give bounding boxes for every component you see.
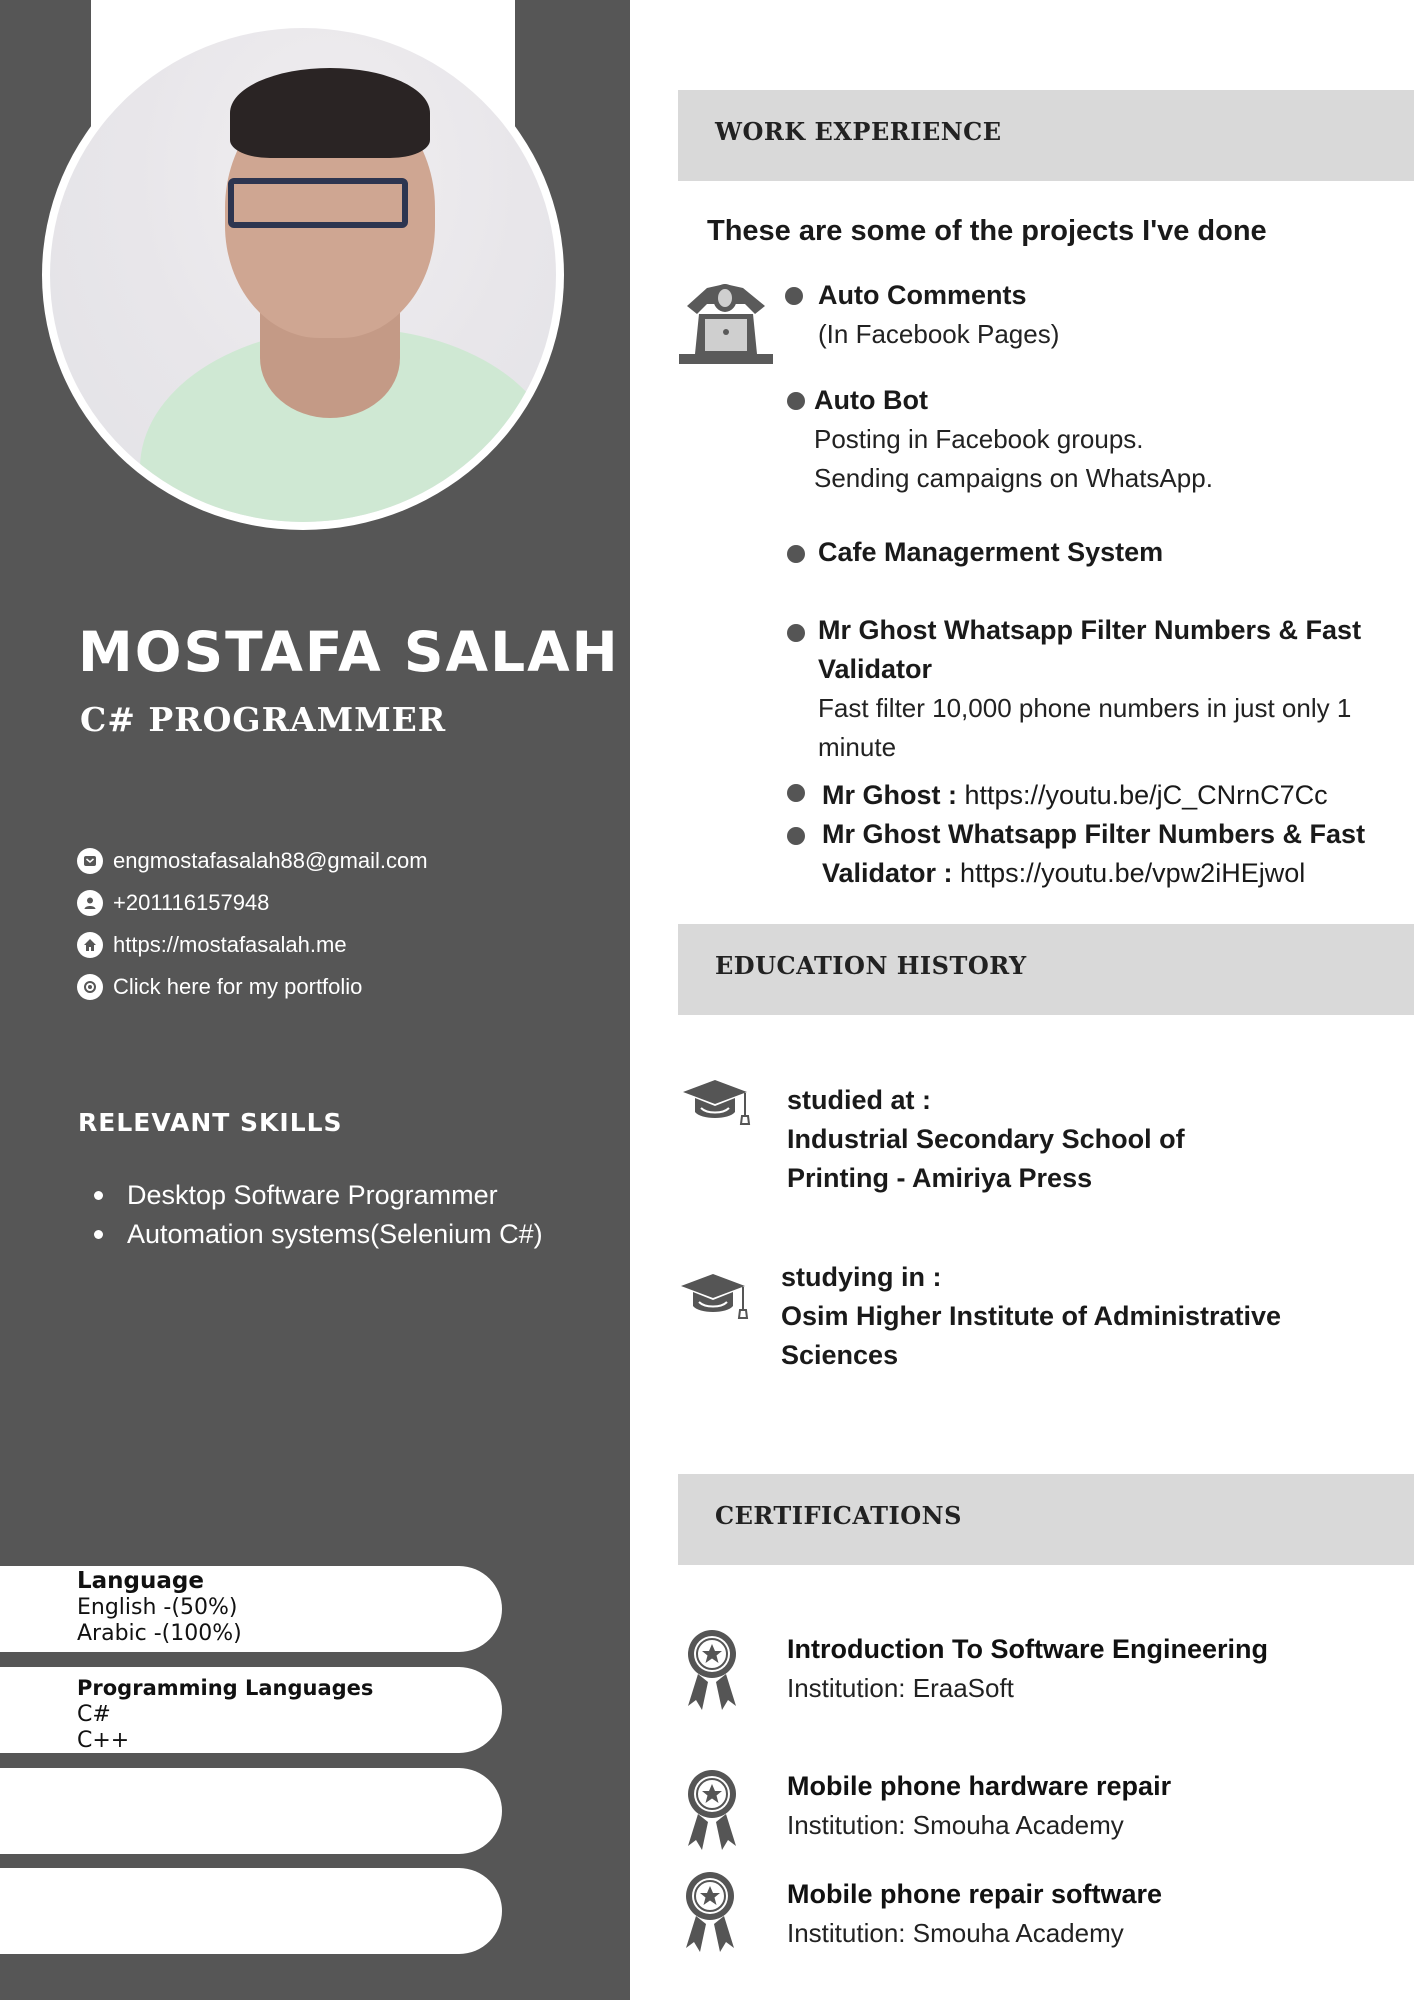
contact-phone-text[interactable]: +201116157948 [113, 890, 270, 915]
email-icon [77, 848, 103, 874]
project-title: Validator [818, 654, 933, 684]
certification-title: Mobile phone repair software [787, 1879, 1163, 1909]
home-icon [77, 932, 103, 958]
bullet-icon [787, 392, 805, 410]
link-row[interactable] [822, 854, 1305, 893]
language-line: English -(50%) [77, 1595, 238, 1620]
photo-glasses [228, 178, 408, 228]
education-school: Printing - Amiriya Press [787, 1163, 1093, 1193]
certifications-title: CERTIFICATIONS [715, 1501, 962, 1530]
bullet-icon [785, 287, 803, 305]
contact-list [77, 840, 428, 1008]
certification-institution: Institution: Smouha Academy [787, 1810, 1124, 1840]
contact-email-text[interactable]: engmostafasalah88@gmail.com [113, 848, 428, 873]
bullet-icon [787, 545, 805, 563]
link-row[interactable] [822, 776, 1328, 815]
contact-website[interactable] [77, 924, 428, 966]
education-label: studied at : [787, 1085, 932, 1115]
award-ribbon-icon [680, 1626, 744, 1712]
bullet-icon [787, 827, 805, 845]
education-school: Osim Higher Institute of Administrative [781, 1301, 1282, 1331]
programming-languages-card [0, 1667, 502, 1753]
award-ribbon-icon [680, 1766, 744, 1852]
bullet-icon [787, 784, 805, 802]
education-school: Sciences [781, 1340, 899, 1370]
programming-line: C# [77, 1702, 111, 1727]
link-label: Validator : [822, 858, 953, 888]
work-experience-title: WORK EXPERIENCE [715, 117, 1002, 146]
skills-heading: RELEVANT SKILLS [78, 1108, 343, 1137]
education-school: Industrial Secondary School of [787, 1124, 1185, 1154]
bullet-icon [94, 1191, 103, 1200]
education-header [678, 924, 1414, 1015]
skill-item [94, 1215, 543, 1254]
project-title: Mr Ghost Whatsapp Filter Numbers & Fast [818, 615, 1362, 645]
sidebar [0, 0, 630, 2000]
work-experience-header [678, 90, 1414, 181]
profile-role: C# PROGRAMMER [80, 700, 447, 739]
language-line: Arabic -(100%) [77, 1621, 242, 1646]
project-desc: Posting in Facebook groups. [814, 424, 1144, 454]
profile-photo [50, 28, 556, 522]
certification-institution: Institution: Smouha Academy [787, 1918, 1124, 1948]
contact-portfolio[interactable] [77, 966, 428, 1008]
project-title: Auto Comments [818, 280, 1027, 310]
profile-name: MOSTAFA SALAH [78, 620, 620, 684]
developer-at-laptop-icon [677, 266, 777, 366]
video-link[interactable]: https://youtu.be/vpw2iHEjwol [960, 858, 1306, 888]
bullet-icon [94, 1230, 103, 1239]
user-icon [77, 890, 103, 916]
skill-text: Automation systems(Selenium C#) [127, 1219, 543, 1249]
language-card [0, 1566, 502, 1652]
video-link[interactable]: https://youtu.be/jC_CNrnC7Cc [964, 780, 1328, 810]
programming-title: Programming Languages [77, 1676, 374, 1700]
eye-icon [77, 974, 103, 1000]
project-desc: (In Facebook Pages) [818, 319, 1060, 349]
certifications-header [678, 1474, 1414, 1565]
award-ribbon-icon [678, 1868, 742, 1954]
project-desc: Fast filter 10,000 phone numbers in just only 1 [818, 693, 1352, 723]
project-title: Cafe Managerment System [818, 537, 1164, 567]
link-label: Mr Ghost Whatsapp Filter Numbers & Fast [822, 819, 1366, 849]
project-title: Auto Bot [814, 385, 928, 415]
empty-card [0, 1868, 502, 1954]
photo-hair [230, 68, 430, 158]
certification-title: Mobile phone hardware repair [787, 1771, 1172, 1801]
bullet-icon [787, 624, 805, 642]
skills-list [94, 1176, 543, 1254]
certification-institution: Institution: EraaSoft [787, 1673, 1014, 1703]
link-label: Mr Ghost : [822, 780, 957, 810]
graduation-cap-icon [679, 1274, 753, 1320]
work-intro: These are some of the projects I've done [707, 215, 1267, 247]
empty-card [0, 1768, 502, 1854]
contact-email[interactable] [77, 840, 428, 882]
programming-line: C++ [77, 1728, 130, 1753]
contact-website-text[interactable]: https://mostafasalah.me [113, 932, 347, 957]
certification-title: Introduction To Software Engineering [787, 1634, 1268, 1664]
project-desc: minute [818, 732, 897, 762]
project-desc: Sending campaigns on WhatsApp. [814, 463, 1213, 493]
language-title: Language [77, 1568, 204, 1594]
skill-item [94, 1176, 543, 1215]
contact-portfolio-text[interactable]: Click here for my portfolio [113, 974, 363, 999]
contact-phone[interactable] [77, 882, 428, 924]
education-label: studying in : [781, 1262, 942, 1292]
education-title: EDUCATION HISTORY [715, 951, 1027, 980]
skill-text: Desktop Software Programmer [127, 1180, 498, 1210]
graduation-cap-icon [681, 1080, 755, 1126]
